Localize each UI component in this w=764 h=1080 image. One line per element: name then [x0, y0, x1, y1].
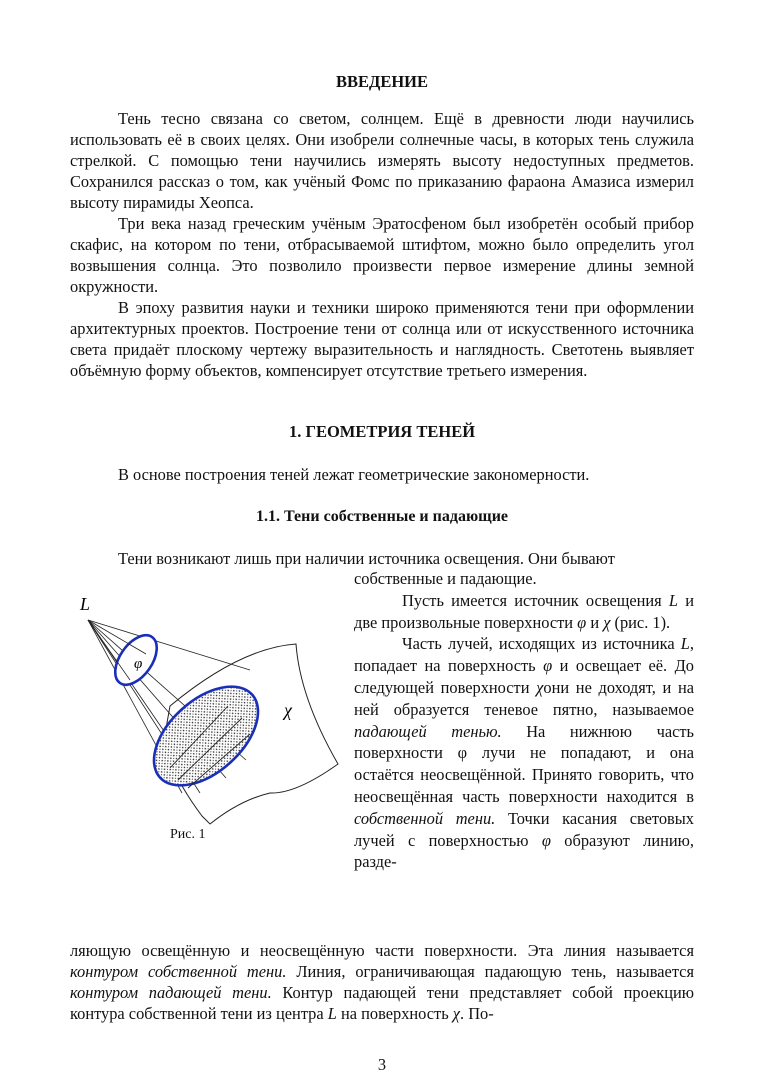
side-paragraph-3: Часть лучей, исходящих из источника L, попадает на поверхность φ и освещает её. До следующей поверхности χони не доходят, и на ней образуется теневое пятно, называемое падающей тенью. На нижнюю часть поверхности φ лучи не попадают, и она остаётся неосвещённой. Принято говорить, что неосвещённая часть поверхности находится в собственной тени. Точки касания световых лучей с поверхностью φ образуют линию, разде- [354, 634, 695, 872]
heading-section-1: 1. ГЕОМЕТРИЯ ТЕНЕЙ [288, 422, 476, 441]
cast-shadow-ellipse [136, 668, 276, 804]
chi-label: χ [284, 700, 292, 720]
page-number: 3 [377, 1055, 387, 1074]
figure-side-text [354, 568, 694, 873]
heading-subsection-1-1: 1.1. Тени собственные и падающие [255, 508, 509, 525]
heading-introduction: ВВЕДЕНИЕ [335, 72, 429, 91]
phi-label: φ [134, 656, 143, 672]
intro-paragraph-1: Тень тесно связана со светом, солнцем. Ещё в древности люди научились использовать её в своих целях. Они изобрели солнечные часы, в которых тень служила стрелкой. С помощью тени научились измерять высоту недоступных предметов. Сохранился рассказ о том, как учёный Фомс по приказанию фараона Амазиса измерил высоту пирамиды Хеопса. [70, 109, 694, 212]
intro-paragraph-3: В эпоху развития науки и техники широко применяются тени при оформлении архитектурных проектов. Построение тени от солнца или от искусственного источника света придаёт плоскому чертежу выразительность и наглядность. Светотень выявляет объёмную форму объектов, компенсирует отсутствие третьего измерения. [70, 298, 694, 380]
shadows-intro-line: Тени возникают лишь при наличии источника освещения. Они бывают [118, 549, 615, 568]
side-line-1: собственные и падающие. [354, 569, 537, 588]
section-basis-paragraph: В основе построения теней лежат геометрические закономерности. [118, 465, 590, 484]
figure-caption: Рис. 1 [170, 827, 206, 842]
light-source-label: L [80, 594, 91, 614]
intro-paragraph-2: Три века назад греческим учёным Эратосфеном был изобретён особый прибор скафис, на котором по тени, отбрасываемой штифтом, можно было определить угол возвышения солнца. Это позволило произвести первое измерение длины земной окружности. [70, 214, 694, 296]
side-paragraph-2: Пусть имеется источник освещения L и две произвольные поверхности φ и χ (рис. 1). [354, 590, 695, 632]
figure-1-diagram [70, 588, 350, 848]
intro-section [70, 108, 694, 381]
tail-paragraph: ляющую освещённую и неосвещённую части поверхности. Эта линия называется контуром собственной тени. Линия, ограничивающая падающую тень, называется контуром падающей тени. Контур падающей тени представляет собой проекцию контура собственной тени из центра L на поверхность χ. По- [70, 941, 694, 1023]
